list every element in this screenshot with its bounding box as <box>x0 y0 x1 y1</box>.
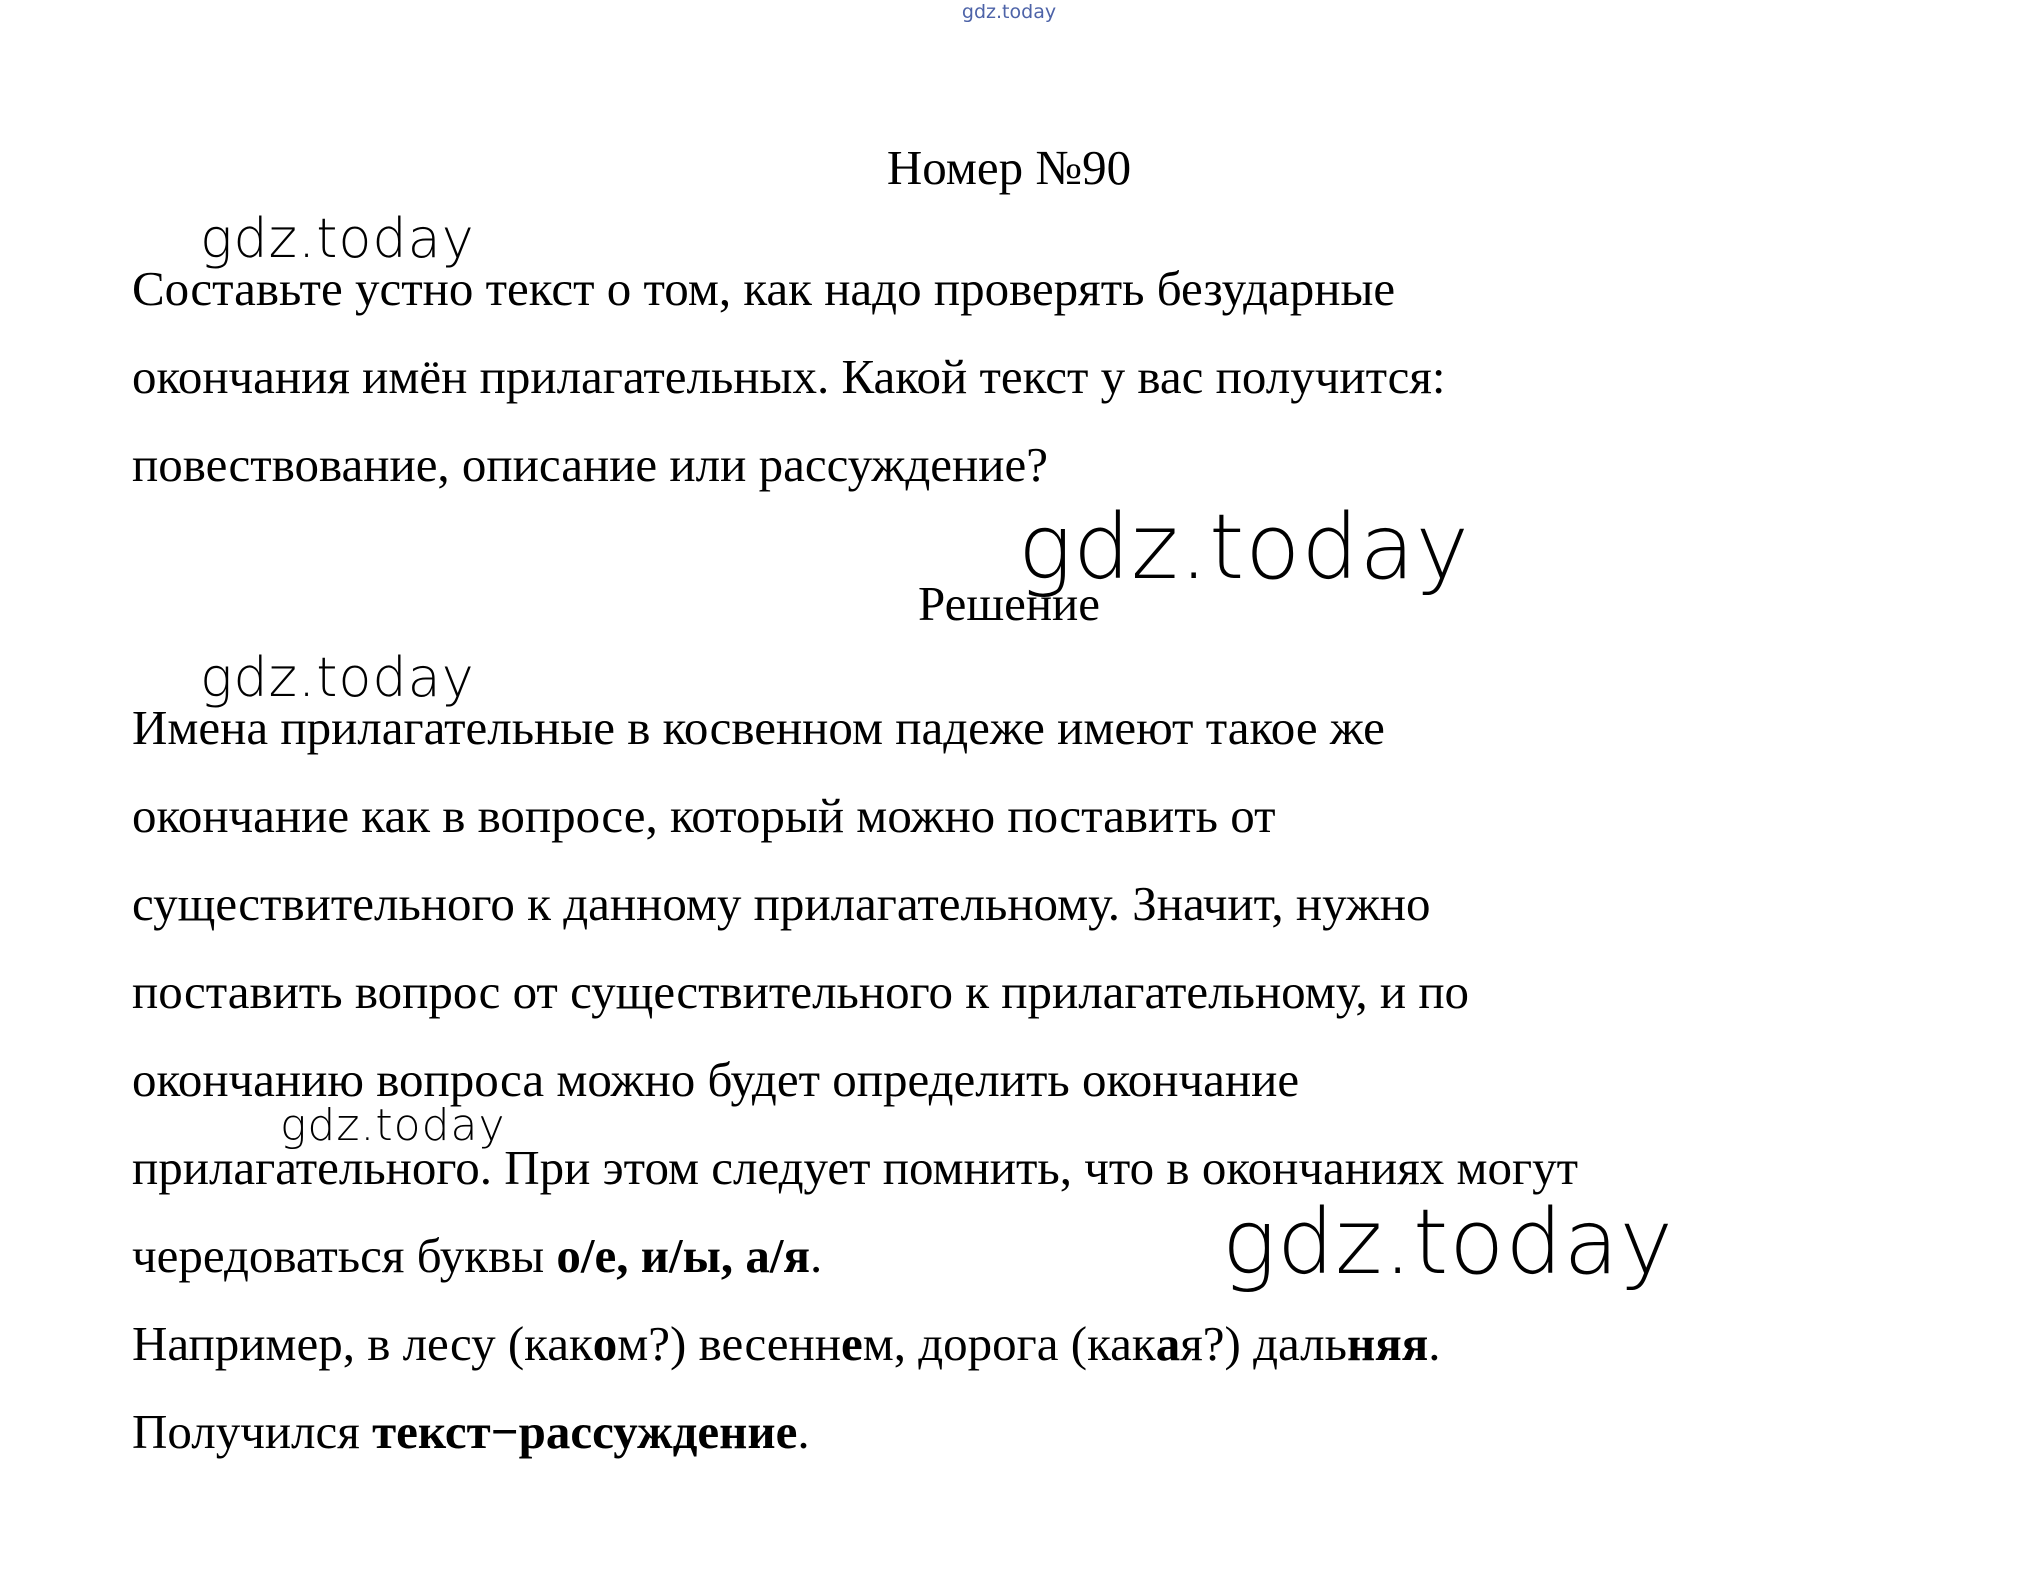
solution-line: окончание как в вопросе, который можно поставить от <box>132 788 1276 843</box>
solution-line: поставить вопрос от существительного к прилагательному, и по <box>132 964 1470 1019</box>
line-text: . <box>797 1404 810 1459</box>
line-text: м?) весенн <box>617 1316 841 1371</box>
task-text <box>132 245 1445 509</box>
page-title: Номер №90 <box>886 140 1132 195</box>
solution-line: существительного к данному прилагательному. Значит, нужно <box>132 876 1431 931</box>
line-text: Получился <box>132 1404 373 1459</box>
solution-line: окончанию вопроса можно будет определить окончание <box>132 1052 1300 1107</box>
watermark: gdz.today <box>1222 1190 1674 1295</box>
solution-heading: Решение <box>917 576 1101 631</box>
task-line: повествование, описание или рассуждение? <box>132 437 1048 492</box>
watermark: gdz.today <box>200 646 475 709</box>
watermark: gdz.today <box>280 1100 506 1151</box>
bold-letters: о/е, и/ы, а/я <box>556 1228 810 1283</box>
top-watermark: gdz.today <box>961 1 1057 23</box>
bold-ending: о <box>592 1316 618 1371</box>
solution-line-example <box>132 1300 1578 1388</box>
watermark: gdz.today <box>1018 495 1470 600</box>
watermark: gdz.today <box>200 207 475 270</box>
bold-conclusion: текст−рассуждение <box>372 1404 798 1459</box>
solution-text <box>132 684 1578 1476</box>
solution-line: Имена прилагательные в косвенном падеже имеют такое же <box>132 700 1385 755</box>
line-text: . <box>1428 1316 1441 1371</box>
bold-ending: а <box>1155 1316 1181 1371</box>
bold-ending: няя <box>1346 1316 1429 1371</box>
solution-line: прилагательного. При этом следует помнить, что в окончаниях могут <box>132 1140 1579 1195</box>
task-line: Составьте устно текст о том, как надо проверять безударные <box>132 261 1396 316</box>
bold-ending: е <box>840 1316 863 1371</box>
line-text: чередоваться буквы <box>132 1228 557 1283</box>
line-text: . <box>809 1228 823 1283</box>
line-text: я?) даль <box>1180 1316 1347 1371</box>
line-text: м, дорога (как <box>862 1316 1156 1371</box>
task-line: окончания имён прилагательных. Какой текст у вас получится: <box>132 349 1446 404</box>
line-text: Например, в лесу (как <box>132 1316 593 1371</box>
solution-line-conclusion <box>132 1388 1578 1476</box>
